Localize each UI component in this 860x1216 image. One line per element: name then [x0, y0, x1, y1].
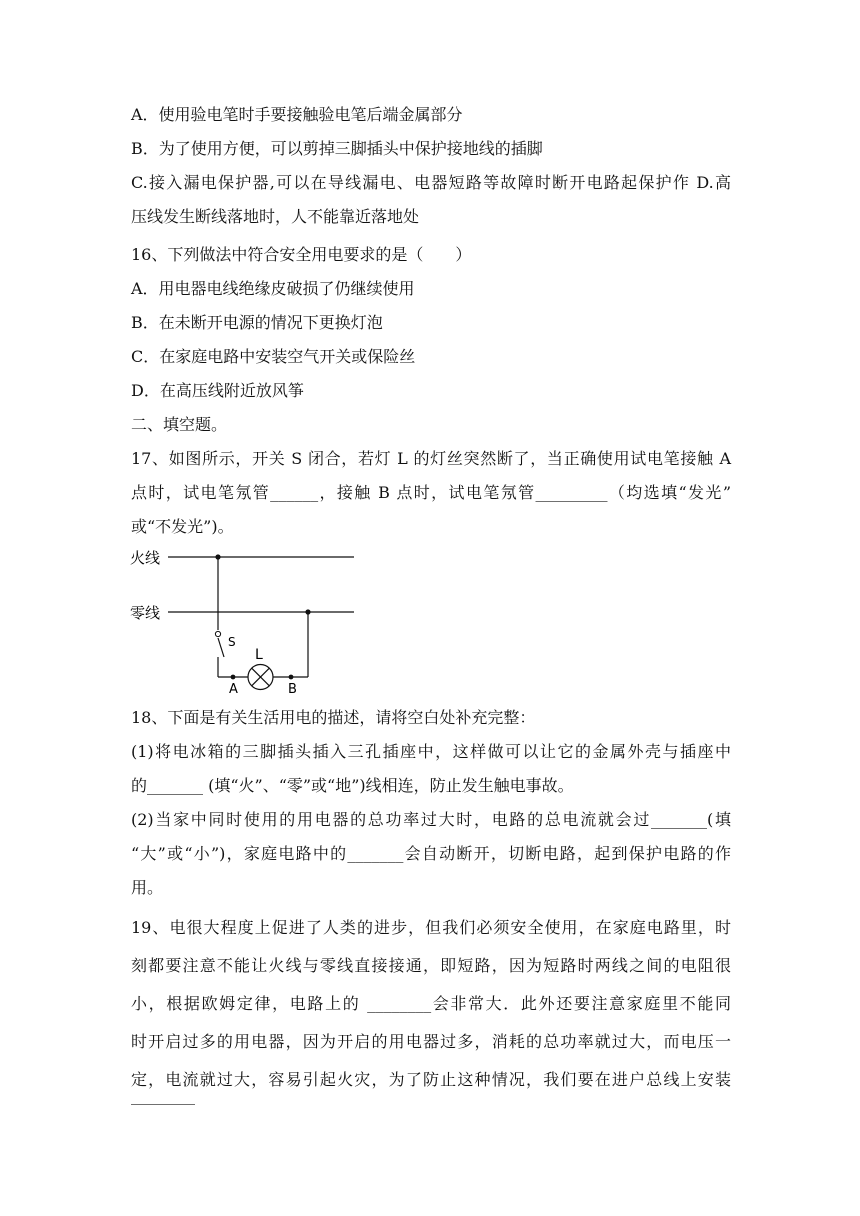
q18-part1-line1: (1)将电冰箱的三脚插头插入三孔插座中，这样做可以让它的金属外壳与插座中	[131, 742, 731, 761]
q18-stem: 18、下面是有关生活用电的描述，请将空白处补充完整：	[131, 708, 536, 727]
section-title-fill-blank: 二、填空题。	[131, 415, 228, 434]
q19-line3: 小，根据欧姆定律，电路上的 ________会非常大．此外还要注意家庭里不能同	[131, 994, 731, 1013]
q18-part2-line3: 用。	[131, 878, 164, 897]
q17-line2: 点时，试电笔氖管______，接触 B 点时，试电笔氖管_________（均选填“发光”	[131, 483, 731, 502]
q17-line1: 17、如图所示，开关 S 闭合，若灯 L 的灯丝突然断了，当正确使用试电笔接触 A	[131, 449, 731, 468]
q16-option-b: B．在未断开电源的情况下更换灯泡	[131, 313, 383, 332]
q16-option-d: D．在高压线附近放风筝	[131, 381, 304, 400]
switch-contact	[215, 631, 220, 636]
q15-option-c-line1: C.接入漏电保护器,可以在导线漏电、电器短路等故障时断开电路起保护作 D.高	[131, 173, 731, 192]
junction-neutral	[305, 609, 310, 614]
circuit-diagram	[126, 546, 366, 698]
live-wire-label: 火线	[130, 549, 161, 567]
q18-part2-line1: (2)当家中同时使用的用电器的总功率过大时，电路的总电流就会过_______(填	[131, 810, 731, 829]
q18-part2-line2: “大”或“小”)，家庭电路中的_______会自动断开，切断电路，起到保护电路的作	[131, 844, 731, 863]
q19-line6-blank: ________	[131, 1086, 195, 1105]
switch-label: S	[228, 635, 236, 649]
point-a-label: A	[229, 682, 238, 697]
q16-stem: 16、下列做法中符合安全用电要求的是（ ）	[131, 245, 472, 264]
q19-line5: 定，电流就过大，容易引起火灾，为了防止这种情况，我们要在进户总线上安装	[131, 1070, 731, 1089]
q16-option-c: C．在家庭电路中安装空气开关或保险丝	[131, 347, 416, 366]
point-b-dot	[289, 675, 294, 680]
lamp-label: L	[255, 647, 263, 663]
q19-line2: 刻都要注意不能让火线与零线直接接通，即短路，因为短路时两线之间的电阻很	[131, 956, 731, 975]
q15-option-b: B．为了使用方便，可以剪掉三脚插头中保护接地线的插脚	[131, 139, 543, 158]
neutral-wire-label: 零线	[130, 604, 161, 622]
q16-option-a: A．用电器电线绝缘皮破损了仍继续使用	[131, 279, 415, 298]
q19-line4: 时开启过多的用电器，因为开启的用电器过多，消耗的总功率就过大，而电压一	[131, 1032, 731, 1051]
q19-line1: 19、电很大程度上促进了人类的进步，但我们必须安全使用，在家庭电路里，时	[131, 918, 731, 937]
q17-line3: 或“不发光”)。	[131, 517, 234, 536]
point-a-dot	[231, 675, 236, 680]
point-b-label: B	[288, 682, 297, 697]
q18-part1-line2: 的_______ (填“火”、“零”或“地”)线相连，防止发生触电事故。	[131, 776, 574, 795]
junction-live	[215, 554, 220, 559]
q15-option-c-line2: 压线发生断线落地时，人不能靠近落地处	[131, 207, 420, 226]
switch-s	[218, 638, 224, 657]
q15-option-a: A．使用验电笔时手要接触验电笔后端金属部分	[131, 105, 463, 124]
